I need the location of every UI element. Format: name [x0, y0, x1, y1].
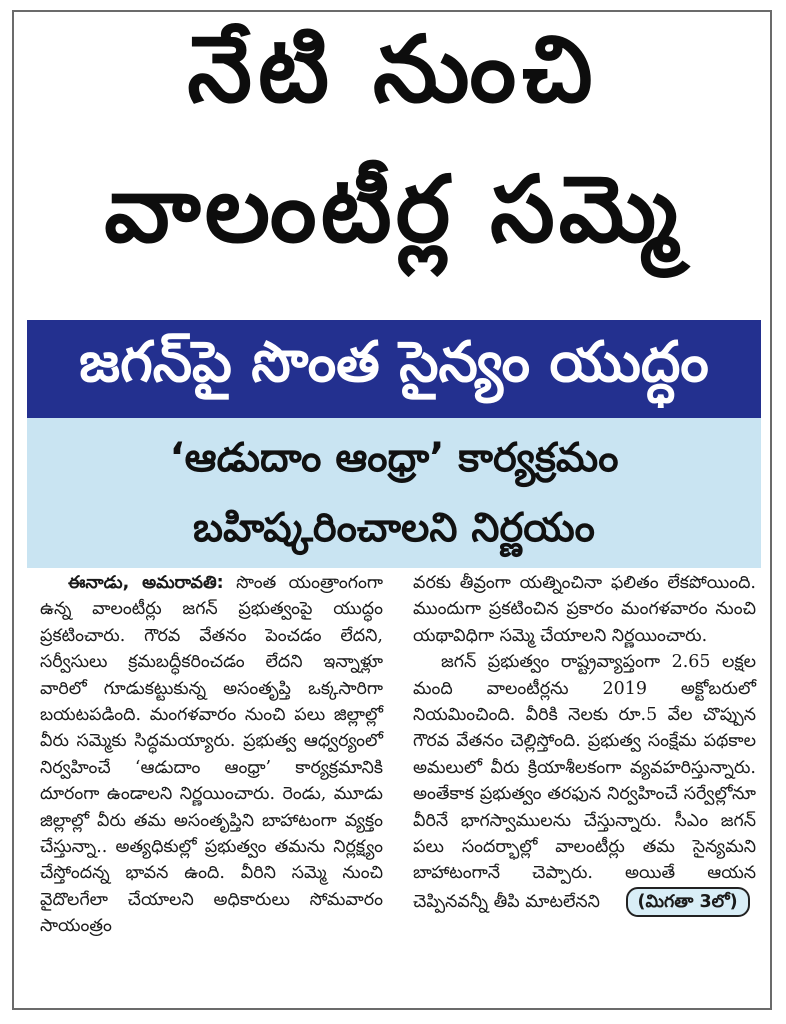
article-body	[40, 570, 756, 1005]
headline-line-1: నేటి నుంచి	[187, 16, 599, 123]
article-column-2	[413, 570, 756, 1005]
kicker-banner	[27, 320, 761, 418]
kicker-banner-text: జగన్‌పై సొంత సైన్యం యుద్ధం	[79, 329, 709, 395]
article-text: సొంత యంత్రాంగంగా ఉన్న వాలంటీర్లు జగన్ ప్రభుత్వంపై యుద్ధం ప్రకటించారు. గౌరవ వేతనం పెంచడం లేదని, సర్వీసులు క్రమబద్ధీకరించడం లేదని ఇన్నాళ్లూ వారిలో గూడుకట్టుకున్న అసంతృప్తి ఒక్కసారిగా బయటపడింది. మంగళవారం నుంచి పలు జిల్లాల్లో వీరు సమ్మెకు సిద్ధమయ్యారు. ప్రభుత్వ ఆధ్వర్యంలో నిర్వహించే ‘ఆడుదాం ఆంధ్రా’ కార్యక్రమానికి దూరంగా ఉండాలని నిర్ణయించారు. రెండు, మూడు జిల్లాల్లో వీరు తమ అసంతృప్తిని బాహాటంగా వ్యక్తం చేస్తున్నా.. అత్యధికుల్లో ప్రభుత్వం తమను నిర్లక్ష్యం చేస్తోందన్న భావన ఉంది. వీరిని సమ్మె నుంచి వైదొలగేలా చేయాలని అధికారులు సోమవారం సాయంత్రం	[40, 573, 383, 937]
subheadline-line-1: ‘ఆడుదాం ఆంధ్రా’ కార్యక్రమం	[169, 435, 619, 481]
subheadline-box	[27, 418, 761, 568]
article-paragraph	[40, 570, 383, 940]
continued-marker[interactable]: (మిగతా 3లో)	[626, 887, 750, 917]
headline-line-2: వాలంటీర్ల సమ్మె	[104, 156, 682, 263]
article-column-1	[40, 570, 383, 1005]
article-paragraph: వరకు తీవ్రంగా యత్నించినా ఫలితం లేకపోయింది. ముందుగా ప్రకటించిన ప్రకారం మంగళవారం నుంచి యథావిధిగా సమ్మె చేయాలని నిర్ణయించారు.	[413, 573, 756, 646]
article-text: జగన్ ప్రభుత్వం రాష్ట్రవ్యాప్తంగా 2.65 లక్షల మంది వాలంటీర్లను 2019 అక్టోబరులో నియమించింది. వీరికి నెలకు రూ.5 వేల చొప్పున గౌరవ వేతనం చెల్లిస్తోంది. ప్రభుత్వ సంక్షేమ పథకాల అమలులో వీరు క్రియాశీలకంగా వ్యవహరిస్తున్నారు. అంతేకాక ప్రభుత్వం తరఫున నిర్వహించే సర్వేల్లోనూ వీరినే భాగస్వాములను చేస్తున్నారు. సీఎం జగన్ పలు సందర్భాల్లో వాలంటీర్లు తమ సైన్యమని బాహాటంగానే చెప్పారు. అయితే ఆయన చెప్పినవన్నీ తీపి మాటలేనని	[413, 652, 756, 912]
article-paragraph	[413, 649, 756, 917]
dateline: ఈనాడు, అమరావతి:	[68, 573, 224, 593]
subheadline-line-2: బహిష్కరించాలని నిర్ణయం	[193, 505, 595, 551]
